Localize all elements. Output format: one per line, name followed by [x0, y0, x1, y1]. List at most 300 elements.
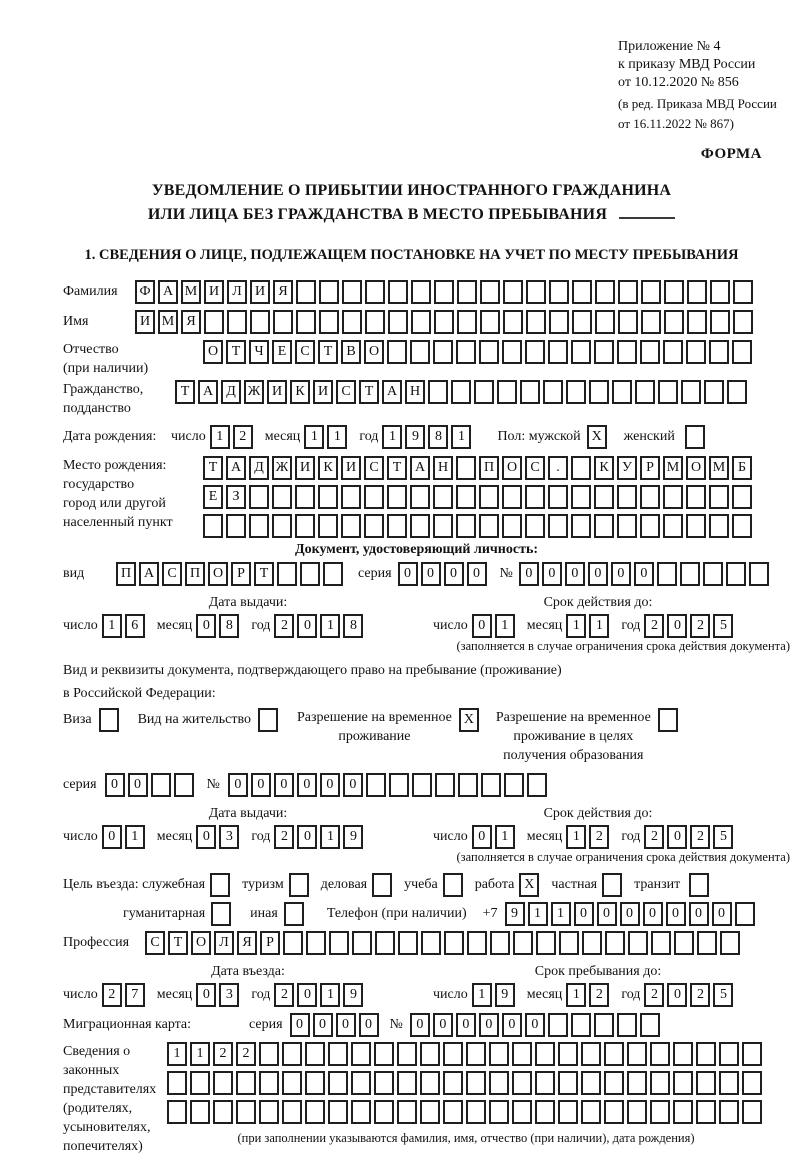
- char-box[interactable]: [456, 456, 476, 480]
- char-box[interactable]: 9: [343, 983, 363, 1007]
- char-box[interactable]: 0: [472, 614, 492, 638]
- phone-input[interactable]: [505, 902, 758, 926]
- char-box[interactable]: [719, 1071, 739, 1095]
- char-box[interactable]: [525, 485, 545, 509]
- char-box[interactable]: [366, 773, 386, 797]
- char-box[interactable]: [582, 931, 602, 955]
- char-box[interactable]: [640, 485, 660, 509]
- char-box[interactable]: [167, 1071, 187, 1095]
- char-box[interactable]: [543, 380, 563, 404]
- char-box[interactable]: 0: [105, 773, 125, 797]
- char-box[interactable]: 0: [196, 825, 216, 849]
- char-box[interactable]: [412, 773, 432, 797]
- char-box[interactable]: 5: [713, 983, 733, 1007]
- char-box[interactable]: [685, 425, 705, 449]
- char-box[interactable]: С: [364, 456, 384, 480]
- char-box[interactable]: [549, 280, 569, 304]
- char-box[interactable]: [342, 310, 362, 334]
- char-box[interactable]: 1: [566, 614, 586, 638]
- char-box[interactable]: 2: [274, 614, 294, 638]
- char-box[interactable]: [213, 1100, 233, 1124]
- char-box[interactable]: [674, 931, 694, 955]
- char-box[interactable]: 0: [588, 562, 608, 586]
- char-box[interactable]: [617, 514, 637, 538]
- char-box[interactable]: 0: [421, 562, 441, 586]
- char-box[interactable]: 2: [589, 983, 609, 1007]
- char-box[interactable]: Я: [181, 310, 201, 334]
- char-box[interactable]: 0: [620, 902, 640, 926]
- char-box[interactable]: 0: [196, 983, 216, 1007]
- transit-checkbox[interactable]: [689, 873, 712, 897]
- char-box[interactable]: Т: [254, 562, 274, 586]
- char-box[interactable]: [411, 310, 431, 334]
- char-box[interactable]: [389, 773, 409, 797]
- char-box[interactable]: О: [502, 456, 522, 480]
- char-box[interactable]: Е: [272, 340, 292, 364]
- id-number-input[interactable]: [519, 562, 772, 586]
- char-box[interactable]: 1: [382, 425, 402, 449]
- res-issue-month-input[interactable]: [196, 825, 242, 849]
- char-box[interactable]: [466, 1071, 486, 1095]
- char-box[interactable]: [650, 1100, 670, 1124]
- char-box[interactable]: [434, 280, 454, 304]
- char-box[interactable]: [151, 773, 171, 797]
- char-box[interactable]: [641, 280, 661, 304]
- char-box[interactable]: [733, 310, 753, 334]
- purpose-official-checkbox[interactable]: [210, 873, 233, 897]
- char-box[interactable]: [571, 456, 591, 480]
- char-box[interactable]: [259, 1042, 279, 1066]
- char-box[interactable]: Т: [359, 380, 379, 404]
- char-box[interactable]: [742, 1042, 762, 1066]
- char-box[interactable]: Я: [273, 280, 293, 304]
- char-box[interactable]: [388, 310, 408, 334]
- birthplace-input-row3[interactable]: [203, 514, 755, 538]
- char-box[interactable]: [397, 1071, 417, 1095]
- char-box[interactable]: [581, 1042, 601, 1066]
- char-box[interactable]: [663, 514, 683, 538]
- char-box[interactable]: 0: [313, 1013, 333, 1037]
- char-box[interactable]: [329, 931, 349, 955]
- profession-input[interactable]: [145, 931, 743, 955]
- char-box[interactable]: [480, 310, 500, 334]
- char-box[interactable]: Р: [640, 456, 660, 480]
- char-box[interactable]: [732, 340, 752, 364]
- char-box[interactable]: Т: [226, 340, 246, 364]
- char-box[interactable]: [420, 1042, 440, 1066]
- char-box[interactable]: [328, 1100, 348, 1124]
- temp-residence-checkbox[interactable]: [459, 708, 482, 732]
- char-box[interactable]: Д: [221, 380, 241, 404]
- char-box[interactable]: [410, 340, 430, 364]
- private-checkbox[interactable]: [602, 873, 625, 897]
- char-box[interactable]: [397, 1042, 417, 1066]
- char-box[interactable]: [703, 562, 723, 586]
- char-box[interactable]: П: [185, 562, 205, 586]
- study-checkbox[interactable]: [443, 873, 466, 897]
- char-box[interactable]: [428, 380, 448, 404]
- char-box[interactable]: М: [709, 456, 729, 480]
- char-box[interactable]: [282, 1100, 302, 1124]
- char-box[interactable]: [572, 310, 592, 334]
- char-box[interactable]: [689, 873, 709, 897]
- char-box[interactable]: [594, 485, 614, 509]
- char-box[interactable]: [323, 562, 343, 586]
- char-box[interactable]: [284, 902, 304, 926]
- char-box[interactable]: [277, 562, 297, 586]
- char-box[interactable]: [250, 310, 270, 334]
- char-box[interactable]: [433, 485, 453, 509]
- char-box[interactable]: [663, 340, 683, 364]
- char-box[interactable]: [549, 310, 569, 334]
- char-box[interactable]: [673, 1100, 693, 1124]
- char-box[interactable]: 1: [320, 825, 340, 849]
- char-box[interactable]: [628, 931, 648, 955]
- char-box[interactable]: Л: [227, 280, 247, 304]
- birth-year-input[interactable]: [382, 425, 474, 449]
- char-box[interactable]: 0: [444, 562, 464, 586]
- citizenship-input[interactable]: [175, 380, 750, 404]
- char-box[interactable]: [558, 1042, 578, 1066]
- char-box[interactable]: 8: [428, 425, 448, 449]
- char-box[interactable]: А: [410, 456, 430, 480]
- char-box[interactable]: 0: [611, 562, 631, 586]
- char-box[interactable]: [341, 514, 361, 538]
- char-box[interactable]: О: [203, 340, 223, 364]
- char-box[interactable]: [719, 1042, 739, 1066]
- char-box[interactable]: 0: [643, 902, 663, 926]
- char-box[interactable]: [657, 562, 677, 586]
- char-box[interactable]: 9: [505, 902, 525, 926]
- char-box[interactable]: Е: [203, 485, 223, 509]
- char-box[interactable]: [571, 1013, 591, 1037]
- char-box[interactable]: [526, 310, 546, 334]
- char-box[interactable]: [571, 514, 591, 538]
- char-box[interactable]: [594, 1013, 614, 1037]
- char-box[interactable]: 0: [519, 562, 539, 586]
- char-box[interactable]: [421, 931, 441, 955]
- char-box[interactable]: 0: [502, 1013, 522, 1037]
- temp-residence-edu-checkbox[interactable]: [658, 708, 681, 732]
- char-box[interactable]: [673, 1042, 693, 1066]
- char-box[interactable]: [512, 1071, 532, 1095]
- char-box[interactable]: 3: [219, 983, 239, 1007]
- char-box[interactable]: 8: [343, 614, 363, 638]
- res-issue-year-input[interactable]: [274, 825, 366, 849]
- char-box[interactable]: [457, 280, 477, 304]
- char-box[interactable]: Ф: [135, 280, 155, 304]
- work-checkbox[interactable]: [519, 873, 542, 897]
- char-box[interactable]: [434, 310, 454, 334]
- business-checkbox[interactable]: [372, 873, 395, 897]
- char-box[interactable]: [627, 1071, 647, 1095]
- char-box[interactable]: [466, 1042, 486, 1066]
- char-box[interactable]: [305, 1071, 325, 1095]
- char-box[interactable]: [305, 1100, 325, 1124]
- char-box[interactable]: Я: [237, 931, 257, 955]
- char-box[interactable]: 1: [210, 425, 230, 449]
- char-box[interactable]: 1: [320, 614, 340, 638]
- char-box[interactable]: И: [295, 456, 315, 480]
- char-box[interactable]: [489, 1042, 509, 1066]
- char-box[interactable]: [663, 485, 683, 509]
- char-box[interactable]: К: [290, 380, 310, 404]
- char-box[interactable]: [305, 1042, 325, 1066]
- char-box[interactable]: [618, 310, 638, 334]
- char-box[interactable]: [742, 1100, 762, 1124]
- char-box[interactable]: 1: [589, 614, 609, 638]
- char-box[interactable]: [502, 485, 522, 509]
- char-box[interactable]: 2: [690, 983, 710, 1007]
- char-box[interactable]: [704, 380, 724, 404]
- char-box[interactable]: X: [587, 425, 607, 449]
- char-box[interactable]: 0: [128, 773, 148, 797]
- char-box[interactable]: [535, 1042, 555, 1066]
- other-purpose-checkbox[interactable]: [284, 902, 307, 926]
- char-box[interactable]: [709, 514, 729, 538]
- char-box[interactable]: [282, 1071, 302, 1095]
- char-box[interactable]: Ж: [272, 456, 292, 480]
- char-box[interactable]: [388, 280, 408, 304]
- char-box[interactable]: 2: [233, 425, 253, 449]
- visa-checkbox[interactable]: [99, 708, 122, 732]
- entry-day-input[interactable]: [102, 983, 148, 1007]
- char-box[interactable]: 0: [666, 902, 686, 926]
- char-box[interactable]: [605, 931, 625, 955]
- char-box[interactable]: 1: [495, 614, 515, 638]
- char-box[interactable]: Б: [732, 456, 752, 480]
- char-box[interactable]: [365, 280, 385, 304]
- char-box[interactable]: [306, 931, 326, 955]
- char-box[interactable]: [387, 340, 407, 364]
- char-box[interactable]: [612, 380, 632, 404]
- patronymic-input[interactable]: [203, 340, 755, 364]
- char-box[interactable]: [374, 1071, 394, 1095]
- char-box[interactable]: М: [158, 310, 178, 334]
- id-valid-year-input[interactable]: [644, 614, 736, 638]
- char-box[interactable]: [525, 340, 545, 364]
- char-box[interactable]: 1: [320, 983, 340, 1007]
- humanitarian-checkbox[interactable]: [211, 902, 234, 926]
- char-box[interactable]: [571, 340, 591, 364]
- char-box[interactable]: И: [313, 380, 333, 404]
- char-box[interactable]: [640, 340, 660, 364]
- char-box[interactable]: 5: [713, 614, 733, 638]
- representatives-input-row1[interactable]: [167, 1042, 765, 1066]
- char-box[interactable]: 5: [713, 825, 733, 849]
- char-box[interactable]: 0: [574, 902, 594, 926]
- char-box[interactable]: 0: [359, 1013, 379, 1037]
- char-box[interactable]: П: [479, 456, 499, 480]
- char-box[interactable]: [374, 1042, 394, 1066]
- res-series-input[interactable]: [105, 773, 197, 797]
- char-box[interactable]: 0: [433, 1013, 453, 1037]
- res-valid-month-input[interactable]: [566, 825, 612, 849]
- char-box[interactable]: [589, 380, 609, 404]
- char-box[interactable]: [595, 280, 615, 304]
- entry-month-input[interactable]: [196, 983, 242, 1007]
- char-box[interactable]: [497, 380, 517, 404]
- char-box[interactable]: З: [226, 485, 246, 509]
- char-box[interactable]: 0: [634, 562, 654, 586]
- char-box[interactable]: [456, 340, 476, 364]
- char-box[interactable]: [650, 1071, 670, 1095]
- char-box[interactable]: 0: [467, 562, 487, 586]
- char-box[interactable]: С: [145, 931, 165, 955]
- mig-number-input[interactable]: [410, 1013, 663, 1037]
- char-box[interactable]: [512, 1042, 532, 1066]
- char-box[interactable]: [680, 562, 700, 586]
- char-box[interactable]: [504, 773, 524, 797]
- char-box[interactable]: [627, 1042, 647, 1066]
- char-box[interactable]: 6: [125, 614, 145, 638]
- char-box[interactable]: [480, 280, 500, 304]
- char-box[interactable]: [735, 902, 755, 926]
- char-box[interactable]: 0: [456, 1013, 476, 1037]
- char-box[interactable]: 1: [190, 1042, 210, 1066]
- char-box[interactable]: 2: [274, 825, 294, 849]
- char-box[interactable]: 7: [125, 983, 145, 1007]
- char-box[interactable]: 0: [525, 1013, 545, 1037]
- char-box[interactable]: [594, 340, 614, 364]
- char-box[interactable]: [443, 1100, 463, 1124]
- char-box[interactable]: [282, 1042, 302, 1066]
- char-box[interactable]: [174, 773, 194, 797]
- char-box[interactable]: А: [139, 562, 159, 586]
- surname-input[interactable]: [135, 280, 756, 304]
- char-box[interactable]: О: [191, 931, 211, 955]
- char-box[interactable]: П: [116, 562, 136, 586]
- char-box[interactable]: 0: [297, 825, 317, 849]
- char-box[interactable]: [272, 514, 292, 538]
- representatives-input-row2[interactable]: [167, 1071, 765, 1095]
- char-box[interactable]: [686, 514, 706, 538]
- char-box[interactable]: [710, 310, 730, 334]
- char-box[interactable]: [342, 280, 362, 304]
- birthplace-input-row1[interactable]: [203, 456, 755, 480]
- char-box[interactable]: [595, 310, 615, 334]
- char-box[interactable]: [351, 1042, 371, 1066]
- char-box[interactable]: 2: [213, 1042, 233, 1066]
- char-box[interactable]: [558, 1100, 578, 1124]
- stay-day-input[interactable]: [472, 983, 518, 1007]
- char-box[interactable]: [548, 485, 568, 509]
- char-box[interactable]: [742, 1071, 762, 1095]
- char-box[interactable]: А: [226, 456, 246, 480]
- char-box[interactable]: [558, 1071, 578, 1095]
- char-box[interactable]: 9: [405, 425, 425, 449]
- char-box[interactable]: [664, 310, 684, 334]
- char-box[interactable]: [319, 280, 339, 304]
- char-box[interactable]: [525, 514, 545, 538]
- char-box[interactable]: [687, 280, 707, 304]
- char-box[interactable]: 0: [712, 902, 732, 926]
- char-box[interactable]: К: [594, 456, 614, 480]
- char-box[interactable]: 9: [495, 983, 515, 1007]
- char-box[interactable]: 0: [196, 614, 216, 638]
- char-box[interactable]: [289, 873, 309, 897]
- char-box[interactable]: [410, 514, 430, 538]
- char-box[interactable]: 2: [589, 825, 609, 849]
- char-box[interactable]: [341, 485, 361, 509]
- residence-permit-checkbox[interactable]: [258, 708, 281, 732]
- char-box[interactable]: [397, 1100, 417, 1124]
- char-box[interactable]: [420, 1100, 440, 1124]
- char-box[interactable]: О: [208, 562, 228, 586]
- char-box[interactable]: X: [519, 873, 539, 897]
- char-box[interactable]: 1: [304, 425, 324, 449]
- char-box[interactable]: И: [250, 280, 270, 304]
- char-box[interactable]: [273, 310, 293, 334]
- char-box[interactable]: [681, 380, 701, 404]
- char-box[interactable]: [420, 1071, 440, 1095]
- char-box[interactable]: [732, 514, 752, 538]
- birth-month-input[interactable]: [304, 425, 350, 449]
- char-box[interactable]: [387, 514, 407, 538]
- char-box[interactable]: 0: [689, 902, 709, 926]
- char-box[interactable]: [502, 514, 522, 538]
- char-box[interactable]: [686, 485, 706, 509]
- char-box[interactable]: 0: [667, 825, 687, 849]
- char-box[interactable]: Т: [168, 931, 188, 955]
- char-box[interactable]: 1: [327, 425, 347, 449]
- char-box[interactable]: 2: [644, 614, 664, 638]
- char-box[interactable]: [502, 340, 522, 364]
- char-box[interactable]: [466, 1100, 486, 1124]
- char-box[interactable]: [457, 310, 477, 334]
- char-box[interactable]: [720, 931, 740, 955]
- char-box[interactable]: И: [204, 280, 224, 304]
- char-box[interactable]: [375, 931, 395, 955]
- char-box[interactable]: [503, 280, 523, 304]
- char-box[interactable]: [749, 562, 769, 586]
- char-box[interactable]: [572, 280, 592, 304]
- char-box[interactable]: [328, 1042, 348, 1066]
- char-box[interactable]: [489, 1071, 509, 1095]
- char-box[interactable]: [696, 1071, 716, 1095]
- char-box[interactable]: [258, 708, 278, 732]
- char-box[interactable]: [602, 873, 622, 897]
- char-box[interactable]: X: [459, 708, 479, 732]
- char-box[interactable]: К: [318, 456, 338, 480]
- char-box[interactable]: 2: [690, 825, 710, 849]
- char-box[interactable]: [658, 380, 678, 404]
- char-box[interactable]: [352, 931, 372, 955]
- char-box[interactable]: [249, 485, 269, 509]
- res-issue-day-input[interactable]: [102, 825, 148, 849]
- char-box[interactable]: [696, 1042, 716, 1066]
- char-box[interactable]: [443, 1071, 463, 1095]
- char-box[interactable]: 0: [410, 1013, 430, 1037]
- sex-female-checkbox[interactable]: [685, 425, 708, 449]
- char-box[interactable]: [259, 1071, 279, 1095]
- char-box[interactable]: [709, 485, 729, 509]
- representatives-input-row3[interactable]: [167, 1100, 765, 1124]
- char-box[interactable]: [435, 773, 455, 797]
- char-box[interactable]: [594, 514, 614, 538]
- char-box[interactable]: [566, 380, 586, 404]
- char-box[interactable]: [548, 1013, 568, 1037]
- char-box[interactable]: Н: [405, 380, 425, 404]
- char-box[interactable]: О: [364, 340, 384, 364]
- char-box[interactable]: [328, 1071, 348, 1095]
- birthplace-input-row2[interactable]: [203, 485, 755, 509]
- birth-day-input[interactable]: [210, 425, 256, 449]
- char-box[interactable]: [696, 1100, 716, 1124]
- res-valid-year-input[interactable]: [644, 825, 736, 849]
- char-box[interactable]: [640, 514, 660, 538]
- char-box[interactable]: [617, 1013, 637, 1037]
